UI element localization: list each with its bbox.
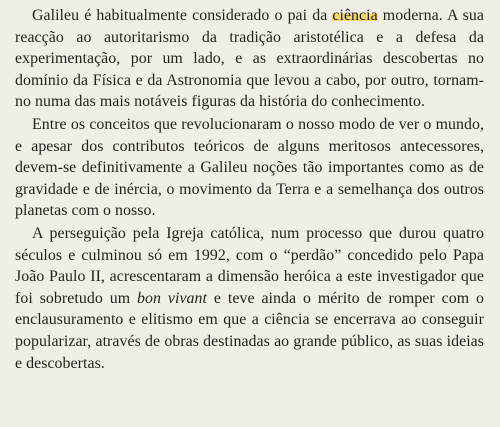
text-run: e teve ainda o mérito de romper com o enclausuramento e elitismo em que a ciência se encerrava ao conseguir popularizar, através de obras destinadas ao grande público, as suas ideias e descobertas.: [15, 289, 485, 372]
highlighted-word: ciência: [332, 7, 378, 24]
paragraph-persecution: [15, 223, 484, 374]
text-run: Entre os conceitos que revolucionaram o nosso modo de ver o mundo, e apesar dos contributos teóricos de alguns meritosos antecessores, devem-se definitivamente a Galileu noções tão importantes como as de gravidade e de inércia, o movimento da Terra e a semelhança dos outros planetas com o nosso.: [15, 115, 484, 220]
text-run: A perseguição pela Igreja católica, num processo que durou quatro séculos e culminou só em 1992, com o “perdão” concedido pelo Papa João Paulo II, acrescentaram a dimensão heróica a este investigador que foi sobretudo um: [15, 224, 484, 307]
text-run: Galileu é habitualmente considerado o pai da: [32, 7, 333, 24]
paragraph-concepts: [15, 114, 484, 222]
italic-phrase: bon vivant: [137, 289, 208, 307]
text-run: moderna. A sua reacção ao autoritarismo da tradição aristotélica e a defesa da experimentação, por um lado, e as extraordinárias descobertas no domínio da Física e da Astronomia que levou a cabo, por outro, tornam-no numa das mais notáveis figuras da história do conhecimento.: [15, 7, 485, 111]
paragraph-galileu-intro: [15, 5, 484, 113]
